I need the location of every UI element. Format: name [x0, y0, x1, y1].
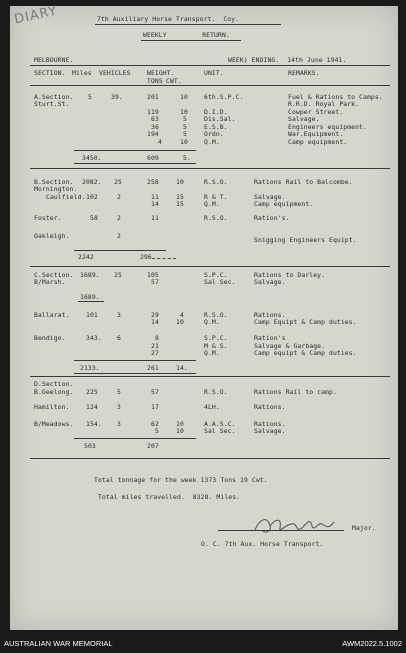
bendigo-remarks1: Ration's [254, 334, 286, 342]
foster-tons: 11 [151, 214, 159, 222]
b-total-rule [74, 250, 166, 251]
col-remarks: REMARKS. [288, 69, 320, 77]
a-total-rule-bottom [74, 163, 196, 164]
bendigo-remarks3: Camp equipt & Camp duties. [254, 349, 357, 357]
col-weight: WEIGHT. [147, 69, 175, 77]
bendigo-remarks2: Salvage & Garbage. [254, 342, 326, 350]
d-total-rule [74, 438, 196, 439]
subtitle-underline [141, 40, 241, 41]
total-miles: Total miles travelled. 8328. Miles. [98, 493, 241, 501]
a-row4-tons: 63 [151, 115, 159, 123]
col-cwt: CWT. [166, 77, 182, 85]
caulfield-unit1: R & T. [204, 193, 228, 201]
bmeadows-unit1: A.A.S.C. [204, 420, 236, 428]
col-miles: Miles [72, 69, 92, 77]
d-section-name: D.Section. [34, 380, 74, 388]
handwritten-signature [250, 512, 350, 538]
signature-rank: Major. [352, 524, 376, 532]
a-row1-unit: 6th.S.P.C. [204, 93, 244, 101]
caulfield-tons2: 14 [151, 200, 159, 208]
oakleigh-vehicles: 2 [117, 232, 121, 240]
caulfield-miles: 102 [86, 193, 98, 201]
foster-vehicles: 2 [117, 214, 121, 222]
a-row6-unit: Ordn. [204, 130, 224, 138]
section-rule-a [30, 168, 390, 169]
b-section-tons: 258 [147, 178, 159, 186]
ballarat-tons2: 14 [151, 318, 159, 326]
b-section-cwt: 10 [176, 178, 184, 186]
column-rule [30, 85, 390, 86]
a-row5-cwt: 5 [183, 123, 187, 131]
ballarat-tons1: 29 [151, 311, 159, 319]
a-row3-tons: 119 [147, 108, 159, 116]
a-row6-remarks: War.Equipment. [288, 130, 344, 138]
bendigo-tons2: 21 [151, 342, 159, 350]
a-row5-tons: 36 [151, 123, 159, 131]
header-rule [30, 65, 390, 66]
ballarat-unit1: R.S.O. [204, 311, 228, 319]
a-total-tons: 609 [147, 154, 159, 162]
col-section: SECTION. [34, 69, 66, 77]
caulfield-remarks2: Camp equipment. [254, 200, 314, 208]
footer-reference: AWM2022.5.1002 [342, 639, 402, 648]
a-row4-remarks: Salvage. [288, 115, 320, 123]
c-section-name: C.Section. [34, 271, 74, 279]
b-section-name: B.Section. [34, 178, 74, 186]
d-section-tons: 57 [151, 388, 159, 396]
c-section-unit2: Sal Sec. [204, 278, 236, 286]
a-total-rule [74, 150, 196, 151]
d-section-vehicles: 5 [117, 388, 121, 396]
ballarat-miles: 101 [86, 311, 98, 319]
a-row7-cwt: 10 [180, 138, 188, 146]
hamilton-tons: 17 [151, 403, 159, 411]
signature-line [218, 530, 344, 531]
document-title: 7th Auxiliary Horse Transport. Coy. [97, 15, 240, 23]
a-row5-remarks: Engineers equipment. [288, 123, 367, 131]
b-section-unit: R.S.O. [204, 178, 228, 186]
week-ending: WEEK) ENDING. 14th June 1941. [228, 56, 347, 64]
a-row4-unit: Dis.Sal. [204, 115, 236, 123]
ballarat-cwt1: 4 [180, 311, 184, 319]
a-row1-cwt: 10 [180, 93, 188, 101]
foster-remarks: Ration's. [254, 214, 290, 222]
caulfield-name: Caulfield. [46, 193, 86, 201]
d-section-unit: R.S.O. [204, 388, 228, 396]
caulfield-tons1: 11 [151, 193, 159, 201]
c-section-miles: 1689. [80, 271, 100, 279]
a-row4-cwt: 5 [183, 115, 187, 123]
a-row3-remarks: Cowper Street. [288, 108, 344, 116]
section-rule-d [30, 458, 390, 459]
ballarat-unit2: Q.M. [204, 318, 220, 326]
d-total-tons: 207 [147, 442, 159, 450]
a-section-name: A.Section. [34, 93, 74, 101]
ballarat-name: Ballarat. [34, 311, 70, 319]
bmeadows-tons1: 62 [151, 420, 159, 428]
bmeadows-tons2: 5 [155, 427, 159, 435]
bendigo-name: Bendigo. [34, 334, 66, 342]
foster-name: Foster. [34, 214, 62, 222]
a-section-miles: 5 [88, 93, 92, 101]
c-section-unit1: S.P.C. [204, 271, 228, 279]
hamilton-name: Hamilton. [34, 403, 70, 411]
b-total-tons: 296. [140, 253, 156, 261]
a-total-miles: 3450. [82, 154, 102, 162]
c-subtotal: 1689. [80, 293, 100, 301]
bmeadows-vehicles: 3 [117, 420, 121, 428]
footer-institution: AUSTRALIAN WAR MEMORIAL [4, 639, 113, 648]
location: MELBOURNE. [34, 56, 74, 64]
b-total-miles: 2242 [78, 253, 94, 261]
a-row2-remarks: R.R.D. Royal Park. [288, 100, 360, 108]
c-section-remarks2: Salvage. [254, 278, 286, 286]
c-section-tons1: 105 [147, 271, 159, 279]
d-section-miles: 225 [86, 388, 98, 396]
col-tons: TONS [147, 77, 163, 85]
caulfield-vehicles: 2 [117, 193, 121, 201]
total-tonnage: Total tonnage for the week 1373 Tons 19 Cwt. [94, 476, 268, 484]
ballarat-cwt2: 10 [176, 318, 184, 326]
col-vehicles: VEHICLES [99, 69, 131, 77]
bmeadows-name: B/Meadows. [34, 420, 74, 428]
c-total-cwt: 14. [176, 364, 188, 372]
d-total-miles: 503 [84, 442, 96, 450]
bmeadows-remarks1: Rations. [254, 420, 286, 428]
a-section-vehicles: 39. [111, 93, 123, 101]
bendigo-tons1: 8 [155, 334, 159, 342]
bmeadows-miles: 154. [86, 420, 102, 428]
bendigo-tons3: 27 [151, 349, 159, 357]
a-row6-cwt: 5 [183, 130, 187, 138]
d-section-remarks: Rations Rail to camp. [254, 388, 337, 396]
b-total-dash [152, 258, 176, 259]
title-underline [95, 24, 281, 25]
a-section-place: Sturt.St. [34, 100, 70, 108]
bendigo-unit2: M & S. [204, 342, 228, 350]
caulfield-cwt2: 15 [176, 200, 184, 208]
bendigo-unit1: S.P.C. [204, 334, 228, 342]
caulfield-unit2: Q.M. [204, 200, 220, 208]
archive-footer [0, 635, 406, 653]
b-section-place: Mornington. [34, 185, 78, 193]
a-row1-tons: 201 [147, 93, 159, 101]
c-section-vehicles: 25 [114, 271, 122, 279]
hamilton-remarks: Rations. [254, 403, 286, 411]
bmeadows-cwt1: 10 [176, 420, 184, 428]
ballarat-remarks1: Rations. [254, 311, 286, 319]
c-total-tons: 261 [147, 364, 159, 372]
caulfield-cwt1: 15 [176, 193, 184, 201]
a-row3-cwt: 10 [180, 108, 188, 116]
hamilton-unit: 4LH. [204, 403, 220, 411]
c-total-miles: 2133. [80, 364, 100, 372]
a-row5-unit: E.S.B. [204, 123, 228, 131]
b-section-remarks: Rations Rail to Balcombe. [254, 178, 353, 186]
document-subtitle: WEEKLY RETURN. [143, 31, 230, 39]
a-total-cwt: 5. [183, 154, 191, 162]
diary-stamp: DIARY [12, 3, 59, 28]
c-subtotal-underline [78, 301, 104, 302]
ballarat-remarks2: Camp Equipt & Camp duties. [254, 318, 357, 326]
d-section-place: B.Geelong. [34, 388, 74, 396]
section-rule-b [30, 266, 390, 267]
bmeadows-unit2: Sal Sec. [204, 427, 236, 435]
c-section-place: B/Marsh. [34, 278, 66, 286]
b-section-vehicles: 25 [114, 178, 122, 186]
foster-unit: R.S.O. [204, 214, 228, 222]
bendigo-miles: 343. [86, 334, 102, 342]
section-rule-c [30, 376, 390, 377]
a-row3-unit: D.I.D. [204, 108, 228, 116]
a-row7-remarks: Camp equipment. [288, 138, 348, 146]
a-row7-tons: 4 [158, 138, 162, 146]
a-row1-remarks: Fuel & Rations to Camps. [288, 93, 383, 101]
bendigo-unit3: Q.M. [204, 349, 220, 357]
bmeadows-cwt2: 10 [176, 427, 184, 435]
a-row6-tons: 194 [147, 130, 159, 138]
col-unit: UNIT. [204, 69, 224, 77]
oakleigh-remarks: Snigging Engineers Equipt. [254, 236, 357, 244]
c-total-rule-bottom [74, 373, 196, 374]
oakleigh-name: Oakleigh. [34, 232, 70, 240]
c-section-tons2: 57 [151, 278, 159, 286]
a-row7-unit: Q.M. [204, 138, 220, 146]
bmeadows-remarks2: Salvage. [254, 427, 286, 435]
ballarat-vehicles: 3 [117, 311, 121, 319]
signature-title: O. C. 7th Aux. Horse Transport. [201, 540, 324, 548]
c-total-rule [74, 360, 196, 361]
b-section-miles: 2082. [82, 178, 102, 186]
caulfield-remarks1: Salvage. [254, 193, 286, 201]
foster-miles: 58 [90, 214, 98, 222]
c-section-remarks1: Rations to Darley. [254, 271, 326, 279]
hamilton-miles: 124 [86, 403, 98, 411]
hamilton-vehicles: 3 [117, 403, 121, 411]
bendigo-vehicles: 6 [117, 334, 121, 342]
